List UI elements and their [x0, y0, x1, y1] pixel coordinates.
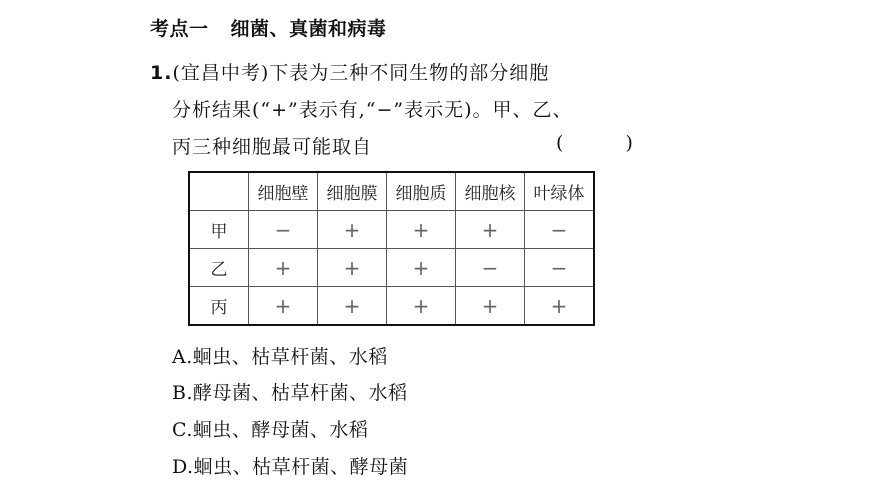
row-header: 甲 — [189, 211, 249, 249]
question-text-1: (宜昌中考)下表为三种不同生物的部分细胞 — [172, 62, 550, 84]
table-row — [189, 249, 594, 287]
question-line-1 — [150, 58, 549, 85]
column-header: 细胞核 — [456, 172, 525, 211]
question-line-2: 分析结果(“+”表示有,“−”表示无)。甲、乙、 — [172, 99, 573, 121]
table-cell: + — [387, 287, 456, 326]
table-cell: + — [387, 211, 456, 249]
cell-analysis-table — [188, 171, 595, 326]
question-number: 1. — [150, 62, 173, 84]
column-header: 叶绿体 — [525, 172, 595, 211]
table-cell: − — [456, 249, 525, 287]
option-c[interactable]: C.蛔虫、酵母菌、水稻 — [172, 419, 369, 441]
table-cell: + — [387, 249, 456, 287]
table-cell: + — [249, 249, 318, 287]
table-cell: + — [249, 287, 318, 326]
column-header: 细胞壁 — [249, 172, 318, 211]
section-title: 细菌、真菌和病毒 — [230, 18, 387, 40]
table-cell: + — [318, 211, 387, 249]
table-cell: + — [456, 211, 525, 249]
table-row — [189, 287, 594, 326]
column-header: 细胞质 — [387, 172, 456, 211]
table-cell: − — [525, 211, 595, 249]
table-cell: − — [525, 249, 595, 287]
option-b[interactable]: B.酵母菌、枯草杆菌、水稻 — [172, 382, 408, 404]
column-header: 细胞膜 — [318, 172, 387, 211]
table-cell: + — [525, 287, 595, 326]
table-cell: + — [456, 287, 525, 326]
table-header-row — [189, 172, 594, 211]
answer-blank: ( ) — [556, 132, 661, 154]
option-d[interactable]: D.蛔虫、枯草杆菌、酵母菌 — [172, 456, 409, 478]
option-a[interactable]: A.蛔虫、枯草杆菌、水稻 — [172, 346, 388, 368]
table-row — [189, 211, 594, 249]
row-header: 乙 — [189, 249, 249, 287]
table-cell: + — [318, 249, 387, 287]
table-corner — [189, 172, 249, 211]
row-header: 丙 — [189, 287, 249, 326]
table-cell: − — [249, 211, 318, 249]
section-heading — [150, 14, 387, 41]
question-line-3: 丙三种细胞最可能取自 — [172, 136, 373, 158]
table-cell: + — [318, 287, 387, 326]
section-label: 考点一 — [150, 18, 209, 40]
